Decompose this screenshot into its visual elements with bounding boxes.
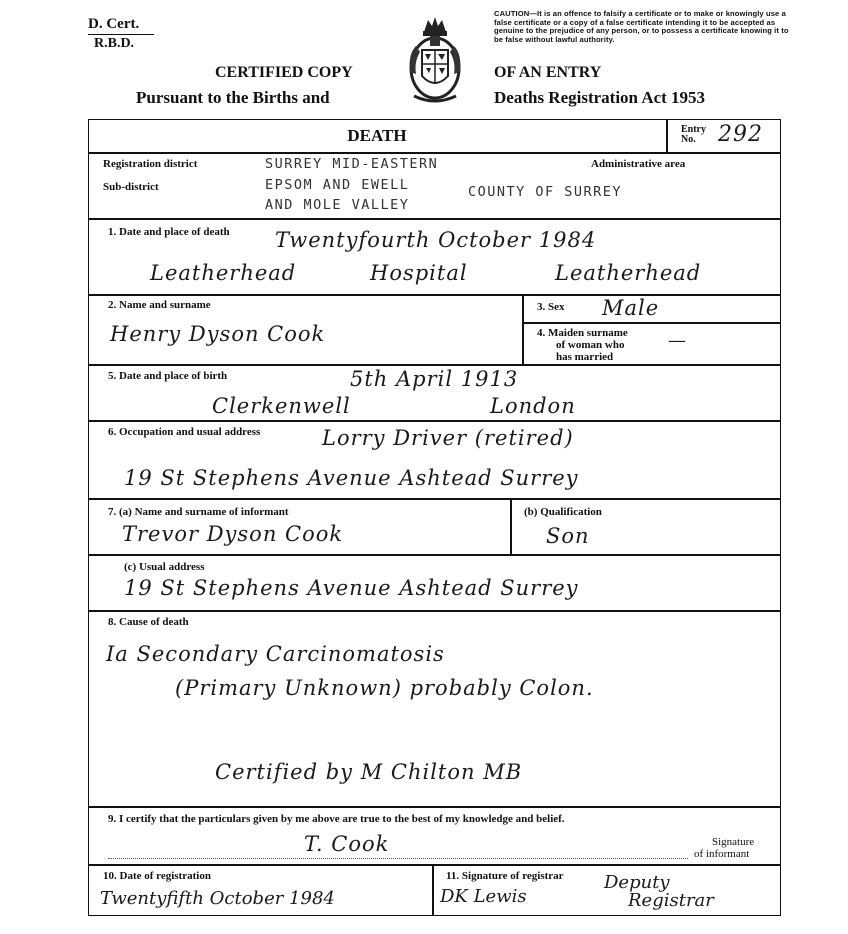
field-11-value-1: DK Lewis [440,886,527,907]
title-left-2: Pursuant to the Births and [136,88,330,107]
divider-qualification [510,499,512,555]
field-10-value: Twentyfifth October 1984 [100,888,335,909]
field-7a-label: 7. (a) Name and surname of informant [108,506,289,518]
field-6-value-1: Lorry Driver (retired) [322,426,574,450]
rule-2 [89,294,780,296]
cert-code-divider [88,34,154,35]
field-2-value: Henry Dyson Cook [110,322,326,346]
field-4-label-2: of woman who [556,339,625,351]
field-1-value-2b: Hospital [370,261,468,285]
entry-label-2: No. [681,134,696,145]
rule-sex [523,322,780,324]
field-8-value-2: (Primary Unknown) probably Colon. [175,676,594,700]
field-1-value-1: Twentyfourth October 1984 [275,228,597,252]
field-8-value-3: Certified by M Chilton MB [215,760,523,784]
field-4-label-3: has married [556,351,614,363]
field-9-sig-label-2: of informant [694,848,750,860]
rule-9 [89,864,780,866]
rule-4 [89,420,780,422]
field-5-value-2a: Clerkenwell [212,394,351,418]
rule-5 [89,498,780,500]
form-title: DEATH [347,126,407,145]
field-4-value: — [668,330,686,351]
signature-line [108,858,688,859]
field-9-label: 9. I certify that the particulars given by me above are true to the best of my knowledge and belief. [108,813,565,825]
administrative-area-label: Administrative area [591,158,686,170]
field-3-value: Male [602,296,660,320]
registration-district-value: SURREY MID-EASTERN [265,156,439,172]
rule-7 [89,610,780,612]
sub-district-value-2: AND MOLE VALLEY [265,197,410,213]
field-8-value-1: Ia Secondary Carcinomatosis [106,642,445,666]
sub-district-value-1: EPSOM AND EWELL [265,177,410,193]
rule-1 [89,218,780,220]
rule-8 [89,806,780,808]
field-8-label: 8. Cause of death [108,616,189,628]
rule-title [89,152,780,154]
divider-registrar [432,865,434,915]
registration-district-label: Registration district [103,158,198,170]
field-9-value: T. Cook [304,832,390,856]
field-5-value-2b: London [490,394,576,418]
field-3-label: 3. Sex [537,301,565,313]
cert-code-1: D. Cert. [88,16,140,32]
sub-district-label: Sub-district [103,181,159,193]
field-7c-value: 19 St Stephens Avenue Ashtead Surrey [124,576,579,600]
administrative-area-value: COUNTY OF SURREY [468,184,623,200]
title-left-1: CERTIFIED COPY [215,64,353,81]
field-1-value-2a: Leatherhead [150,261,297,285]
field-5-label: 5. Date and place of birth [108,370,228,382]
field-6-label: 6. Occupation and usual address [108,426,261,438]
entry-label-1: Entry [681,124,706,135]
field-11-value-3: Registrar [628,890,714,911]
divider-sex [522,295,524,365]
field-4-label-1: 4. Maiden surname [537,327,628,339]
field-1-value-2c: Leatherhead [555,261,702,285]
field-1-label: 1. Date and place of death [108,226,230,238]
field-9-sig-label-1: Signature [712,836,755,848]
rule-3 [89,364,780,366]
entry-divider [666,120,668,153]
title-right-2: Deaths Registration Act 1953 [494,88,706,107]
royal-crest-icon [404,14,466,110]
field-11-value-2: Deputy [604,872,670,893]
caution-notice: CAUTION—It is an offence to falsify a certificate or to make or knowingly use a false certificate or a copy of a false certificate intending it to be accepted as genuine to the prejudice of any person, or to possess a certificate knowing it to be false without lawful authority. [494,9,789,44]
field-10-label: 10. Date of registration [103,870,211,882]
field-2-label: 2. Name and surname [108,299,211,311]
rule-6 [89,554,780,556]
field-7b-label: (b) Qualification [524,506,602,518]
field-6-value-2: 19 St Stephens Avenue Ashtead Surrey [124,466,579,490]
field-7a-value: Trevor Dyson Cook [122,522,344,546]
field-5-value-1: 5th April 1913 [350,367,519,391]
entry-number: 292 [718,122,763,147]
field-7b-value: Son [546,524,590,548]
field-7c-label: (c) Usual address [124,561,205,573]
title-right-1: OF AN ENTRY [494,64,602,81]
field-11-label: 11. Signature of registrar [446,870,564,882]
cert-code-2: R.B.D. [94,36,135,51]
